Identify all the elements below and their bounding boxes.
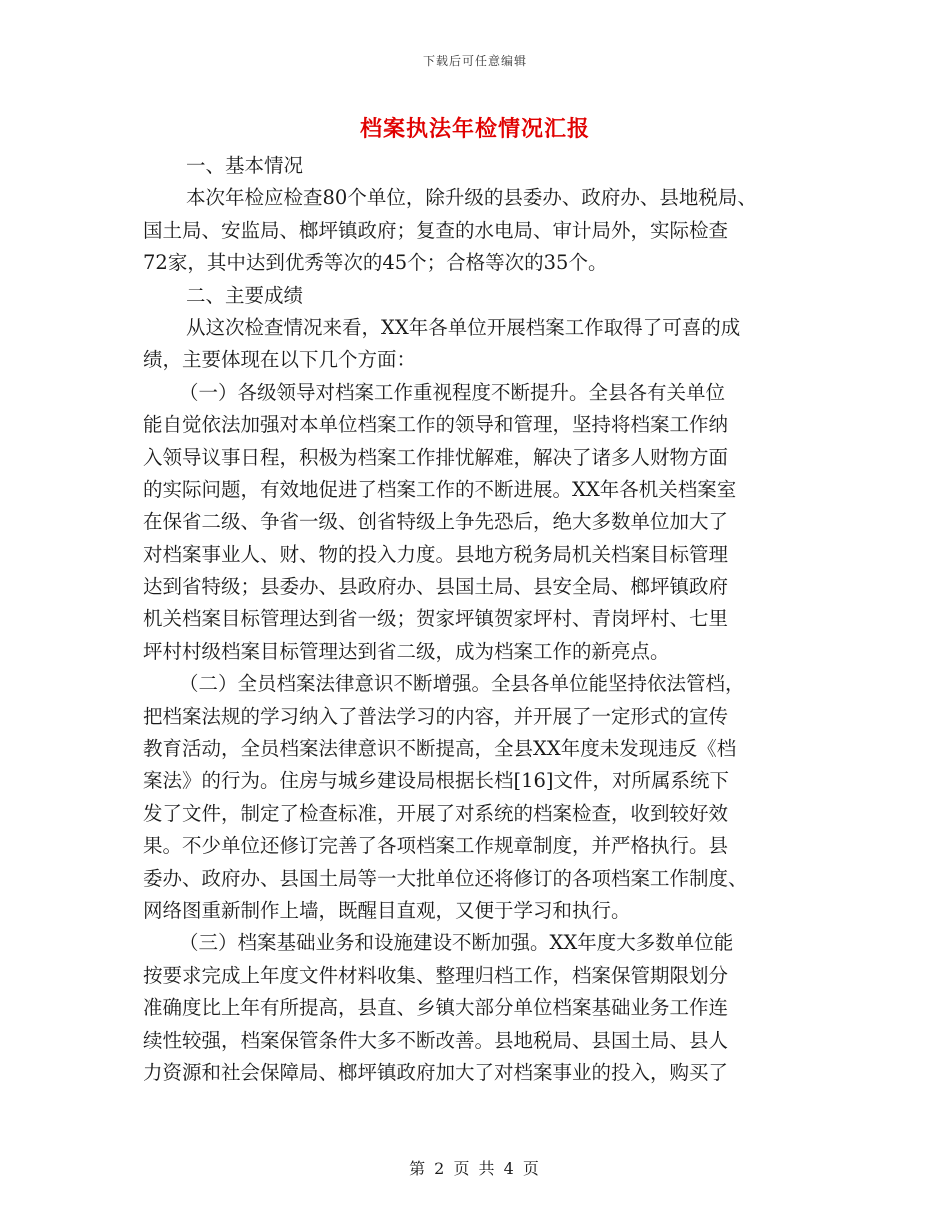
paragraph <box>143 280 813 312</box>
document-body <box>143 150 813 1089</box>
text-line: 能自觉依法加强对本单位档案工作的领导和管理，坚持将档案工作纳 <box>143 413 729 437</box>
text-line: 案法》的行为。住房与城乡建设局根据长档[16]文件，对所属系统下 <box>143 769 730 793</box>
text-line: 从这次检查情况来看，XX年各单位开展档案工作取得了可喜的成 <box>186 315 741 339</box>
paragraph <box>143 960 813 1090</box>
text-line: 入领导议事日程，积极为档案工作排忧解难，解决了诸多人财物方面 <box>143 445 729 469</box>
text-line: 果。不少单位还修订完善了各项档案工作规章制度，并严格执行。县 <box>143 834 729 858</box>
text-line: 委办、政府办、县国土局等一大批单位还将修订的各项档案工作制度、 <box>143 866 748 890</box>
paragraph <box>143 344 813 376</box>
paragraph <box>143 377 813 409</box>
page-number-footer: 第 2 页 共 4 页 <box>409 1159 541 1178</box>
text-line: 一、基本情况 <box>186 154 304 177</box>
text-line: 的实际问题，有效地促进了档案工作的不断进展。XX年各机关档案室 <box>143 477 737 501</box>
text-line: 按要求完成上年度文件材料收集、整理归档工作，档案保管期限划分 <box>143 963 729 987</box>
paragraph <box>143 215 813 280</box>
text-line: （一）各级领导对档案工作重视程度不断提升。全县各有关单位 <box>179 380 726 404</box>
text-line: （三）档案基础业务和设施建设不断加强。XX年度大多数单位能 <box>179 931 734 955</box>
paragraph <box>143 668 813 700</box>
paragraph <box>143 150 813 182</box>
text-line: 本次年检应检查80个单位，除升级的县委办、政府办、县地税局、 <box>186 186 757 210</box>
text-line: 对档案事业人、财、物的投入力度。县地方税务局机关档案目标管理 <box>143 542 729 566</box>
text-line: 机关档案目标管理达到省一级；贺家坪镇贺家坪村、青岗坪村、七里 <box>143 607 729 631</box>
text-line: 力资源和社会保障局、榔坪镇政府加大了对档案事业的投入，购买了 <box>143 1060 729 1084</box>
paragraph <box>143 927 813 959</box>
text-line: 发了文件，制定了检查标准，开展了对系统的档案检查，收到较好效 <box>143 801 729 825</box>
text-line: 网络图重新制作上墙，既醒目直观，又便于学习和执行。 <box>143 898 631 922</box>
text-line: 二、主要成绩 <box>186 283 304 307</box>
paragraph <box>143 409 813 668</box>
text-line: （二）全员档案法律意识不断增强。全县各单位能坚持依法管档， <box>179 672 745 696</box>
text-line: 把档案法规的学习纳入了普法学习的内容，并开展了一定形式的宣传 <box>143 704 729 728</box>
paragraph <box>143 182 813 214</box>
text-line: 在保省二级、争省一级、创省特级上争先恐后，绝大多数单位加大了 <box>143 510 729 534</box>
text-line: 72家，其中达到优秀等次的45个；合格等次的35个。 <box>143 251 608 275</box>
paragraph <box>143 701 813 928</box>
text-line: 坪村村级档案目标管理达到省二级，成为档案工作的新亮点。 <box>143 639 670 663</box>
text-line: 教育活动，全员档案法律意识不断提高，全县XX年度未发现违反《档 <box>143 737 737 761</box>
text-line: 国土局、安监局、榔坪镇政府；复查的水电局、审计局外，实际检查 <box>143 218 729 242</box>
text-line: 准确度比上年有所提高，县直、乡镇大部分单位档案基础业务工作连 <box>143 996 729 1020</box>
text-line: 续性较强，档案保管条件大多不断改善。县地税局、县国土局、县人 <box>143 1028 729 1052</box>
paragraph <box>143 312 813 344</box>
text-line: 达到省特级；县委办、县政府办、县国土局、县安全局、榔坪镇政府 <box>143 575 729 599</box>
text-line: 绩，主要体现在以下几个方面： <box>143 348 417 372</box>
document-title: 档案执法年检情况汇报 <box>359 116 590 142</box>
header-note: 下载后可任意编辑 <box>422 54 527 68</box>
